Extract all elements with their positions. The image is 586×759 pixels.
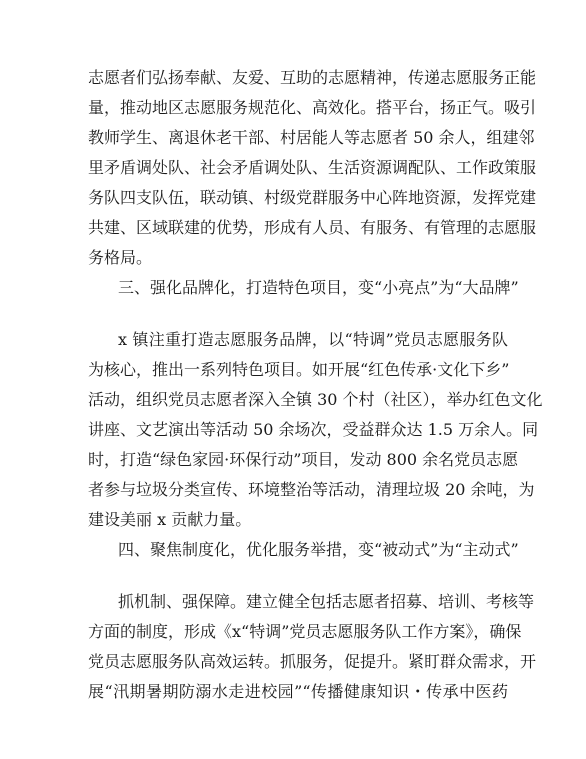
paragraph-line: 方面的制度，形成《x“特调”党员志愿服务队工作方案》，确保 bbox=[88, 622, 522, 641]
section-heading-4: 四、聚焦制度化，优化服务举措，变“被动式”为“主动式” bbox=[118, 540, 519, 559]
section-heading-3: 三、强化品牌化，打造特色项目，变“小亮点”为“大品牌” bbox=[118, 278, 519, 297]
paragraph-line: 者参与垃圾分类宣传、环境整治等活动，清理垃圾 20 余吨，为 bbox=[88, 480, 535, 499]
paragraph-line: 志愿者们弘扬奉献、友爱、互助的志愿精神，传递志愿服务正能 bbox=[88, 68, 537, 87]
paragraph-line: 务格局。 bbox=[88, 248, 153, 267]
paragraph-line: 建设美丽 x 贡献力量。 bbox=[88, 510, 252, 529]
paragraph-line: 讲座、文艺演出等活动 50 余场次，受益群众达 1.5 万余人。同 bbox=[88, 420, 539, 439]
paragraph-line: 为核心，推出一系列特色项目。如开展“红色传承·文化下乡” bbox=[88, 360, 510, 379]
paragraph-line: 时，打造“绿色家园·环保行动”项目，发动 800 余名党员志愿 bbox=[88, 450, 519, 469]
paragraph-line: x 镇注重打造志愿服务品牌，以“特调”党员志愿服务队 bbox=[118, 330, 508, 349]
paragraph-line: 展“汛期暑期防溺水走进校园”“传播健康知识・传承中医药 bbox=[88, 682, 508, 701]
paragraph-line: 务队四支队伍，联动镇、村级党群服务中心阵地资源，发挥党建 bbox=[88, 188, 537, 207]
paragraph-line: 教师学生、离退休老干部、村居能人等志愿者 50 余人，组建邻 bbox=[88, 128, 535, 147]
paragraph-line: 活动，组织党员志愿者深入全镇 30 个村（社区），举办红色文化 bbox=[88, 390, 543, 409]
paragraph-line: 里矛盾调处队、社会矛盾调处队、生活资源调配队、工作政策服 bbox=[88, 158, 537, 177]
paragraph-line: 党员志愿服务队高效运转。抓服务，促提升。紧盯群众需求，开 bbox=[88, 652, 537, 671]
paragraph-line: 共建、区域联建的优势，形成有人员、有服务、有管理的志愿服 bbox=[88, 218, 537, 237]
paragraph-line: 量，推动地区志愿服务规范化、高效化。搭平台，扬正气。吸引 bbox=[88, 98, 537, 117]
paragraph-line: 抓机制、强保障。建立健全包括志愿者招募、培训、考核等 bbox=[118, 592, 535, 611]
